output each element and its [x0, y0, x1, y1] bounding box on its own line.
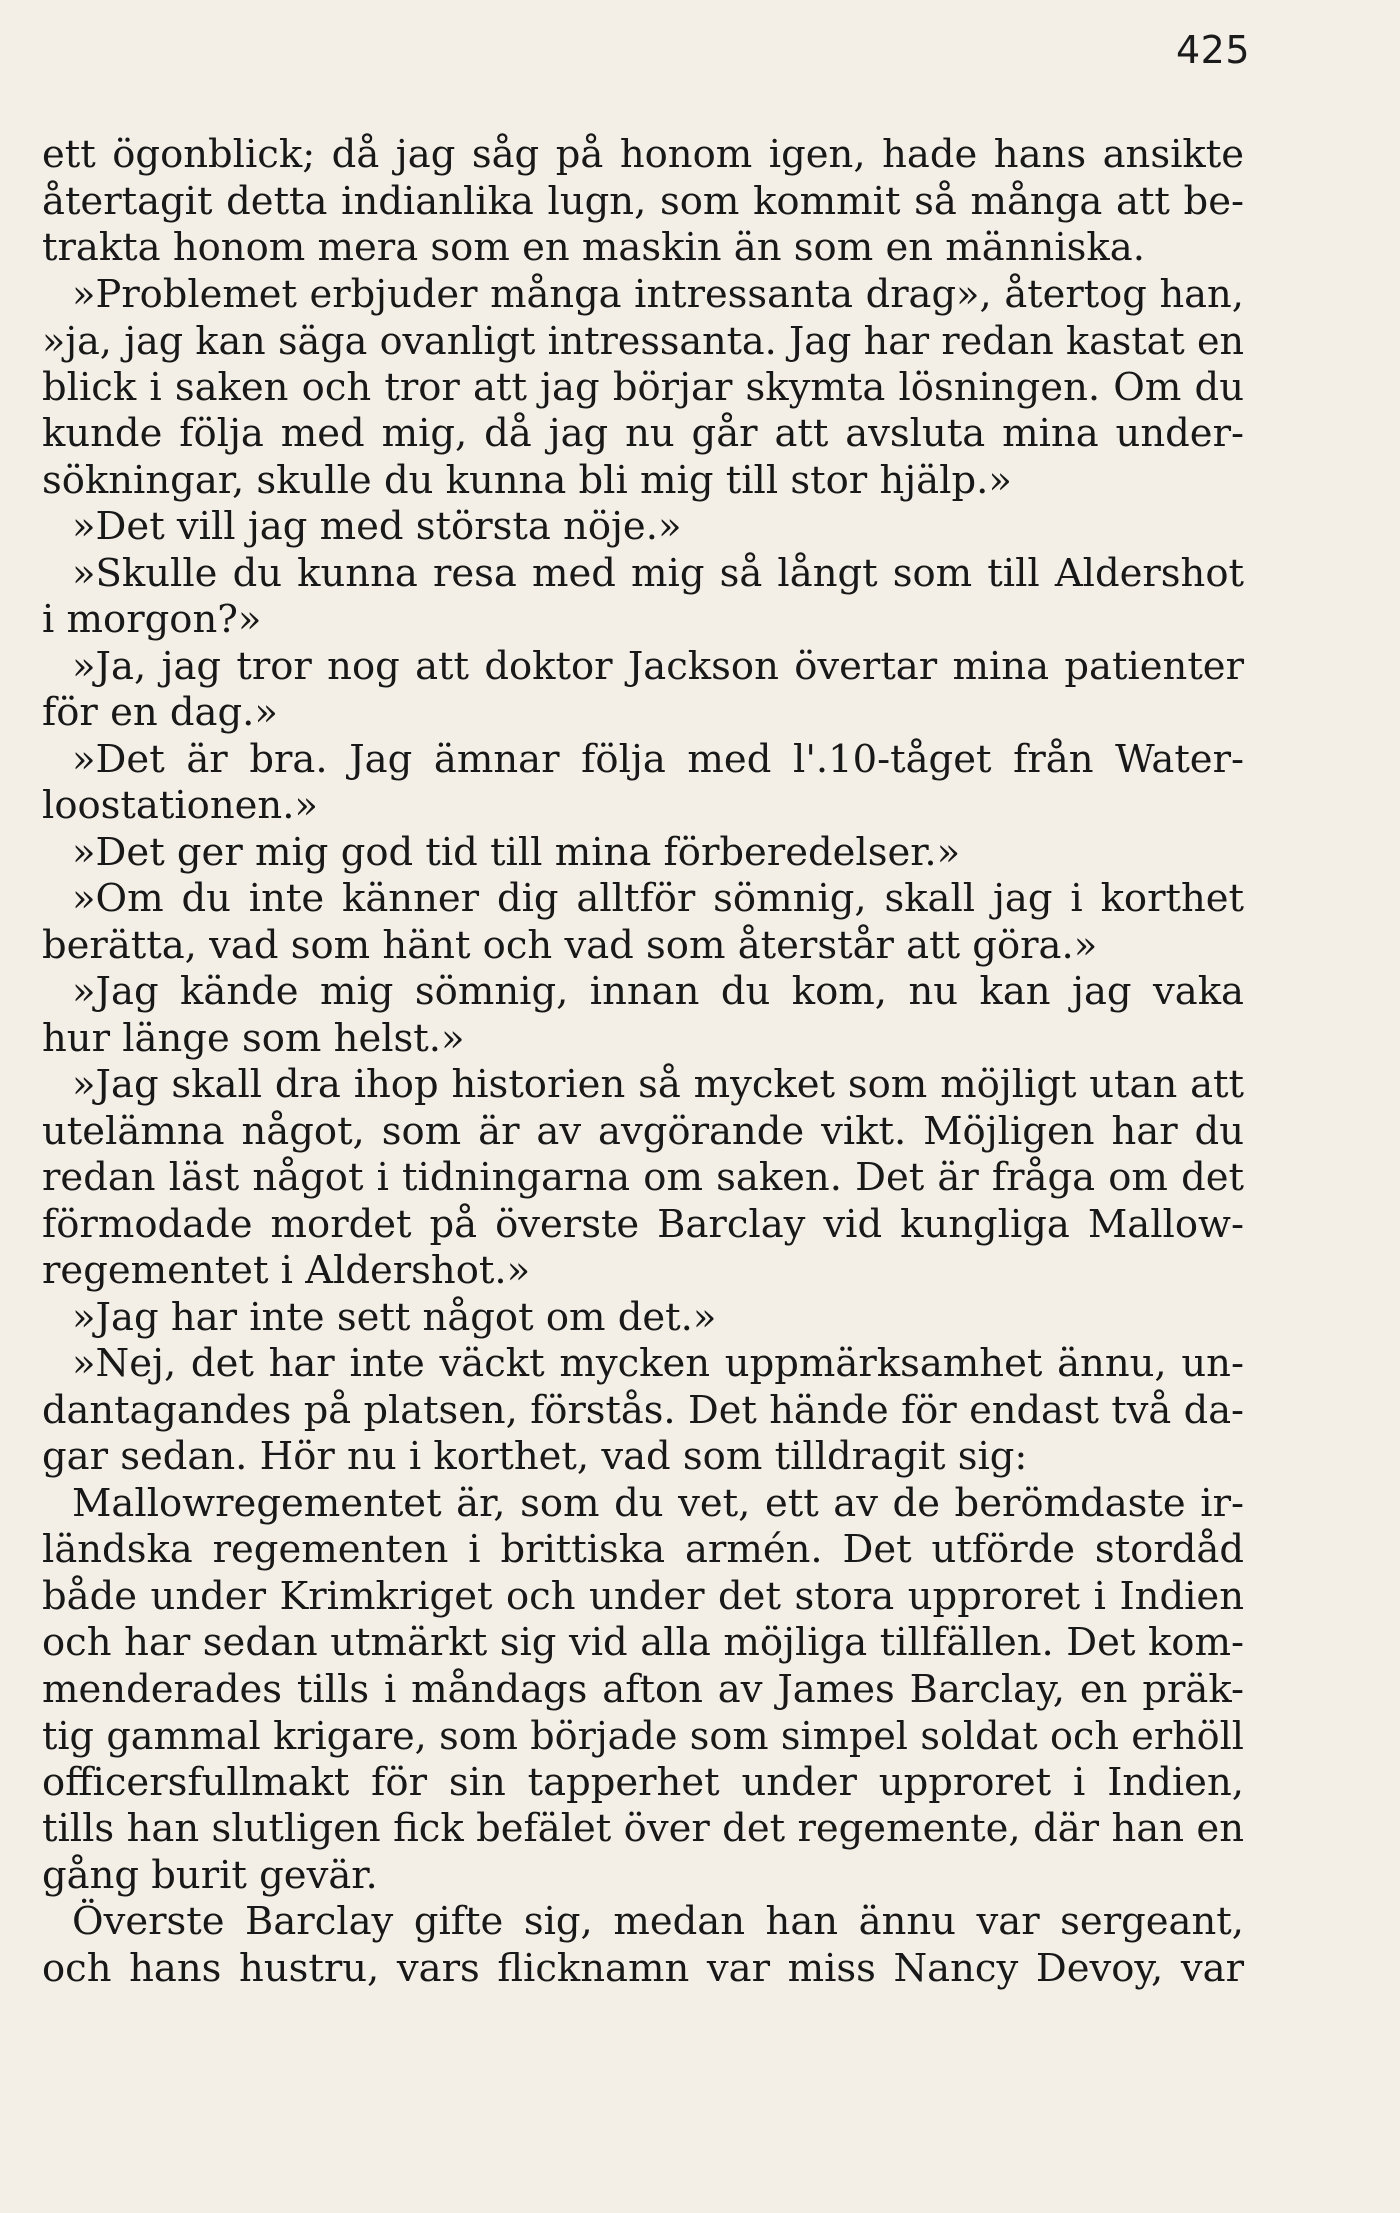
- text-line: »Jag kände mig sömnig, innan du kom, nu kan jag vaka: [72, 969, 1244, 1014]
- body-text: [42, 132, 1244, 1992]
- text-line: »Jag skall dra ihop historien så mycket som möjligt utan att: [72, 1062, 1244, 1107]
- page-number: 425: [1175, 28, 1250, 72]
- text-line: hur länge som helst.»: [42, 1015, 465, 1061]
- text-line: utelämna något, som är av avgörande vikt. Möjligen har du: [42, 1108, 1244, 1154]
- text-line: för en dag.»: [42, 690, 278, 735]
- text-line: förmodade mordet på överste Barclay vid kungliga Mallow-: [42, 1201, 1244, 1247]
- text-line: ett ögonblick; då jag såg på honom igen, hade hans ansikte: [42, 132, 1244, 177]
- text-line: gång burit gevär.: [42, 1852, 378, 1898]
- text-line: »Det ger mig god tid till mina förberedelser.»: [72, 829, 961, 875]
- text-line: »Problemet erbjuder många intressanta drag», återtog han,: [72, 271, 1244, 317]
- text-line: »Om du inte känner dig alltför sömnig, skall jag i korthet: [72, 876, 1244, 921]
- text-line: officersfullmakt för sin tapperhet under upproret i Indien,: [42, 1759, 1244, 1805]
- text-line: berätta, vad som hänt och vad som återstår att göra.»: [42, 922, 1098, 968]
- text-line: trakta honom mera som en maskin än som en människa.: [42, 225, 1145, 270]
- text-line: »Ja, jag tror nog att doktor Jackson övertar mina patienter: [72, 643, 1244, 689]
- text-line: »Jag har inte sett något om det.»: [72, 1294, 717, 1340]
- text-line: loostationen.»: [42, 783, 318, 828]
- text-line: och har sedan utmärkt sig vid alla möjliga tillfällen. Det kom-: [42, 1620, 1244, 1665]
- text-line: tig gammal krigare, som började som simpel soldat och erhöll: [42, 1714, 1244, 1758]
- text-line: och hans hustru, vars flicknamn var miss Nancy Devoy, var: [42, 1945, 1244, 1991]
- text-line: sökningar, skulle du kunna bli mig till stor hjälp.»: [42, 457, 1012, 503]
- text-line: menderades tills i måndags afton av James Barclay, en präk-: [42, 1666, 1244, 1712]
- text-line: »Det är bra. Jag ämnar följa med l'.10-tåget från Water-: [72, 736, 1244, 782]
- text-line: »ja, jag kan säga ovanligt intressanta. Jag har redan kastat en: [42, 319, 1244, 363]
- text-line: Mallowregementet är, som du vet, ett av de berömdaste ir-: [72, 1480, 1244, 1526]
- text-line: återtagit detta indianlika lugn, som kommit så många att be-: [42, 178, 1244, 224]
- text-line: kunde följa med mig, då jag nu går att avsluta mina under-: [42, 411, 1244, 456]
- text-line: »Skulle du kunna resa med mig så långt som till Aldershot: [72, 550, 1244, 596]
- text-line: »Nej, det har inte väckt mycken uppmärksamhet ännu, un-: [72, 1341, 1244, 1386]
- text-line: Överste Barclay gifte sig, medan han ännu var sergeant,: [72, 1899, 1244, 1944]
- text-line: regementet i Aldershot.»: [42, 1248, 531, 1293]
- text-line: »Det vill jag med största nöje.»: [72, 504, 682, 549]
- text-line: dantagandes på platsen, förstås. Det hände för endast två da-: [42, 1387, 1244, 1433]
- text-line: redan läst något i tidningarna om saken. Det är fråga om det: [42, 1155, 1244, 1200]
- text-line: blick i saken och tror att jag börjar skymta lösningen. Om du: [42, 364, 1244, 410]
- text-line: gar sedan. Hör nu i korthet, vad som tilldragit sig:: [42, 1434, 1028, 1479]
- text-line: i morgon?»: [42, 597, 262, 642]
- text-line: tills han slutligen fick befälet över det regemente, där han en: [42, 1806, 1244, 1851]
- text-line: både under Krimkriget och under det stora upproret i Indien: [42, 1573, 1244, 1619]
- text-line: ländska regementen i brittiska armén. Det utförde stordåd: [42, 1527, 1244, 1572]
